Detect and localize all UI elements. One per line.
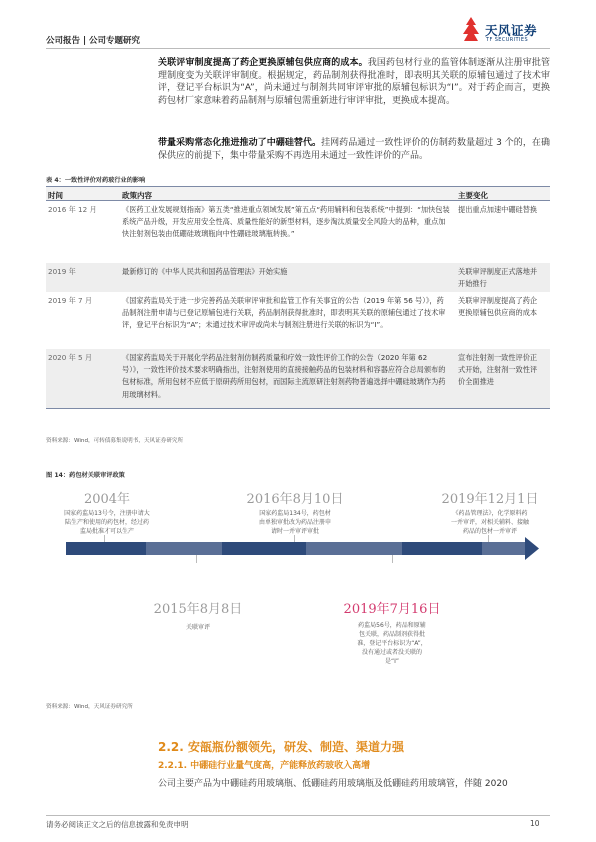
timeline-event	[434, 488, 546, 536]
tf-securities-logo	[460, 16, 560, 50]
timeline-arrow-icon	[525, 537, 539, 560]
connector	[294, 535, 295, 542]
cell-time: 2019 年	[48, 267, 76, 276]
table-source: 资料来源：Wind，可转债募集说明书，天风证券研究所	[46, 438, 184, 444]
footer-disclaimer: 请务必阅读正文之后的信息披露和免责申明	[46, 820, 189, 829]
event-date: 2019年12月1日	[441, 492, 539, 507]
paragraph-lead: 关联评审制度提高了药企更换原辅包供应商的成本。	[158, 58, 368, 68]
footer-divider	[46, 815, 550, 816]
event-desc: 国家药监局13号令，注册申请大陆生产和使用的药包材，经过药监局批准才可以生产	[64, 510, 150, 535]
page-number: 10	[530, 819, 540, 828]
timeline-segment	[66, 542, 146, 555]
connector	[196, 555, 197, 563]
cell-content: 《医药工业发展规划指南》第五类“推进重点领域发展”第五点“药用辅料和包装系统”中提到：“加快包装系统产品升级，开发应用安全性高、质量性能好的新型材料，逐步淘汰质量安全风险大的品种，重点加快注射剂包装由低硼硅玻璃瓶向中性硼硅玻璃瓶转换。”	[122, 205, 450, 239]
header-change: 主要变化	[458, 191, 488, 200]
logo-subtitle: TF SECURITIES	[486, 37, 529, 43]
header-time: 时间	[48, 191, 63, 200]
timeline-event	[64, 488, 150, 536]
logo-mark-icon	[460, 16, 482, 42]
event-date: 2019年7月16日	[343, 602, 441, 617]
connector	[392, 555, 393, 563]
table-row	[46, 201, 550, 263]
table-row	[46, 349, 550, 409]
table-header	[46, 186, 550, 201]
event-date: 2016年8月10日	[246, 492, 344, 507]
paragraph-products: 公司主要产品为中硼硅药用玻璃瓶、低硼硅药用玻璃瓶及低硼硅药用玻璃管，伴随 2020	[158, 779, 508, 789]
cell-change: 提出重点加速中硼硅替换	[458, 205, 538, 214]
timeline-segment	[222, 542, 306, 555]
figure-source: 资料来源：Wind，天风证券研究所	[46, 704, 133, 710]
table-row	[46, 263, 550, 292]
timeline-event	[336, 598, 448, 666]
cell-time: 2016 年 12 月	[48, 205, 97, 214]
timeline-segment	[482, 542, 528, 555]
connector	[488, 535, 489, 542]
cell-content: 《国家药监局关于开展化学药品注射剂仿制药质量和疗效一致性评价工作的公告（2020 年第 62 号）》，一致性评价技术要求明确指出，注射剂使用的直接接触药品的包装材料和容器应符合总局颁布的包材标准，所用包材不应低于原研药所用包材，而国际主流原研注射剂药物普遍选择中硼硅玻璃作为药用玻璃材料。	[122, 353, 446, 399]
event-desc: 关联审评	[185, 624, 210, 631]
timeline-segment	[402, 542, 482, 555]
connector	[104, 535, 105, 542]
table-caption: 表 4：一致性评价对药玻行业的影响	[46, 177, 146, 184]
cell-time: 2019 年 7 月	[48, 296, 93, 305]
cell-change: 关联审评制度正式落地并开始推行	[458, 267, 538, 289]
cell-time: 2020 年 5 月	[48, 353, 93, 362]
policy-timeline	[46, 480, 550, 690]
cell-content: 最新修订的《中华人民共和国药品管理法》开始实施	[122, 267, 288, 276]
logo-name: 天风证券	[485, 23, 538, 38]
policy-table	[46, 186, 550, 409]
timeline-event	[236, 488, 354, 536]
figure-caption: 图 14：药包材关联审评政策	[46, 472, 125, 479]
paragraph-body: 挂网药品通过一致性评价的仿制药数量超过 3 个的，在确保供应的前提下，集中带量采购不再选用未通过一致性评价的产品。	[158, 138, 550, 161]
event-desc: 药监局56号，药品和原辅包关联，药品制剂获得批准，登记平台标识为“A”，没有通过或者没关联的是“I”	[357, 622, 427, 665]
timeline-segment	[306, 542, 402, 555]
event-desc: 国家药监局134号，药包材由单独审批改为药品注册申请时一并审评审批	[258, 510, 331, 535]
cell-content: 《国家药监局关于进一步完善药品关联审评审批和监管工作有关事宜的公告（2019 年第 56 号）》，药品制剂注册申请与已登记原辅包进行关联，药品制剂获得批准时，即表明其关联的原辅包通过了技术审评，登记平台标识为“A”；未通过技术审评或尚未与制剂注册进行关联的标识为“I”。	[122, 296, 446, 330]
paragraph-lead: 带量采购常态化推进推动了中硼硅替代。	[158, 138, 322, 148]
header-divider	[46, 48, 550, 49]
event-date: 2004年	[83, 492, 131, 507]
section-title: 2.2. 安瓿瓶份额领先，研发、制造、渠道力强	[158, 740, 404, 754]
report-header: 公司报告 | 公司专题研究	[46, 36, 141, 46]
event-desc: 《药品管理法》，化学原料药一并审评，对相关辅料、接触药品的包材一并审评	[451, 510, 530, 535]
timeline-event	[138, 598, 258, 632]
paragraph-relational-review	[158, 57, 550, 107]
event-date: 2015年8月8日	[153, 602, 243, 617]
subsection-title: 2.2.1. 中硼硅行业量气度高，产能释放药玻收入高增	[158, 761, 371, 771]
cell-change: 宣布注射剂一致性评价正式开始，注射剂一致性评价全面推进	[458, 353, 538, 387]
cell-change: 关联审评制度提高了药企更换原辅包供应商的成本	[458, 296, 538, 318]
paragraph-volume-procurement	[158, 137, 550, 162]
timeline-segment	[146, 542, 222, 555]
table-row	[46, 292, 550, 349]
paragraph-body: 我国药包材行业的监管体制逐渐从注册审批管理制度变为关联评审制度。根据规定，药品制剂获得批准时，即表明其关联的原辅包通过了技术审评，登记平台标识为“A”，尚未通过与制剂共同审评审批的原辅包标识为“I”。对于药企而言，更换药包材厂家意味着药品制剂与原辅包需重新进行审评审批，更换成本提高。	[158, 58, 550, 106]
header-content: 政策内容	[122, 191, 152, 200]
